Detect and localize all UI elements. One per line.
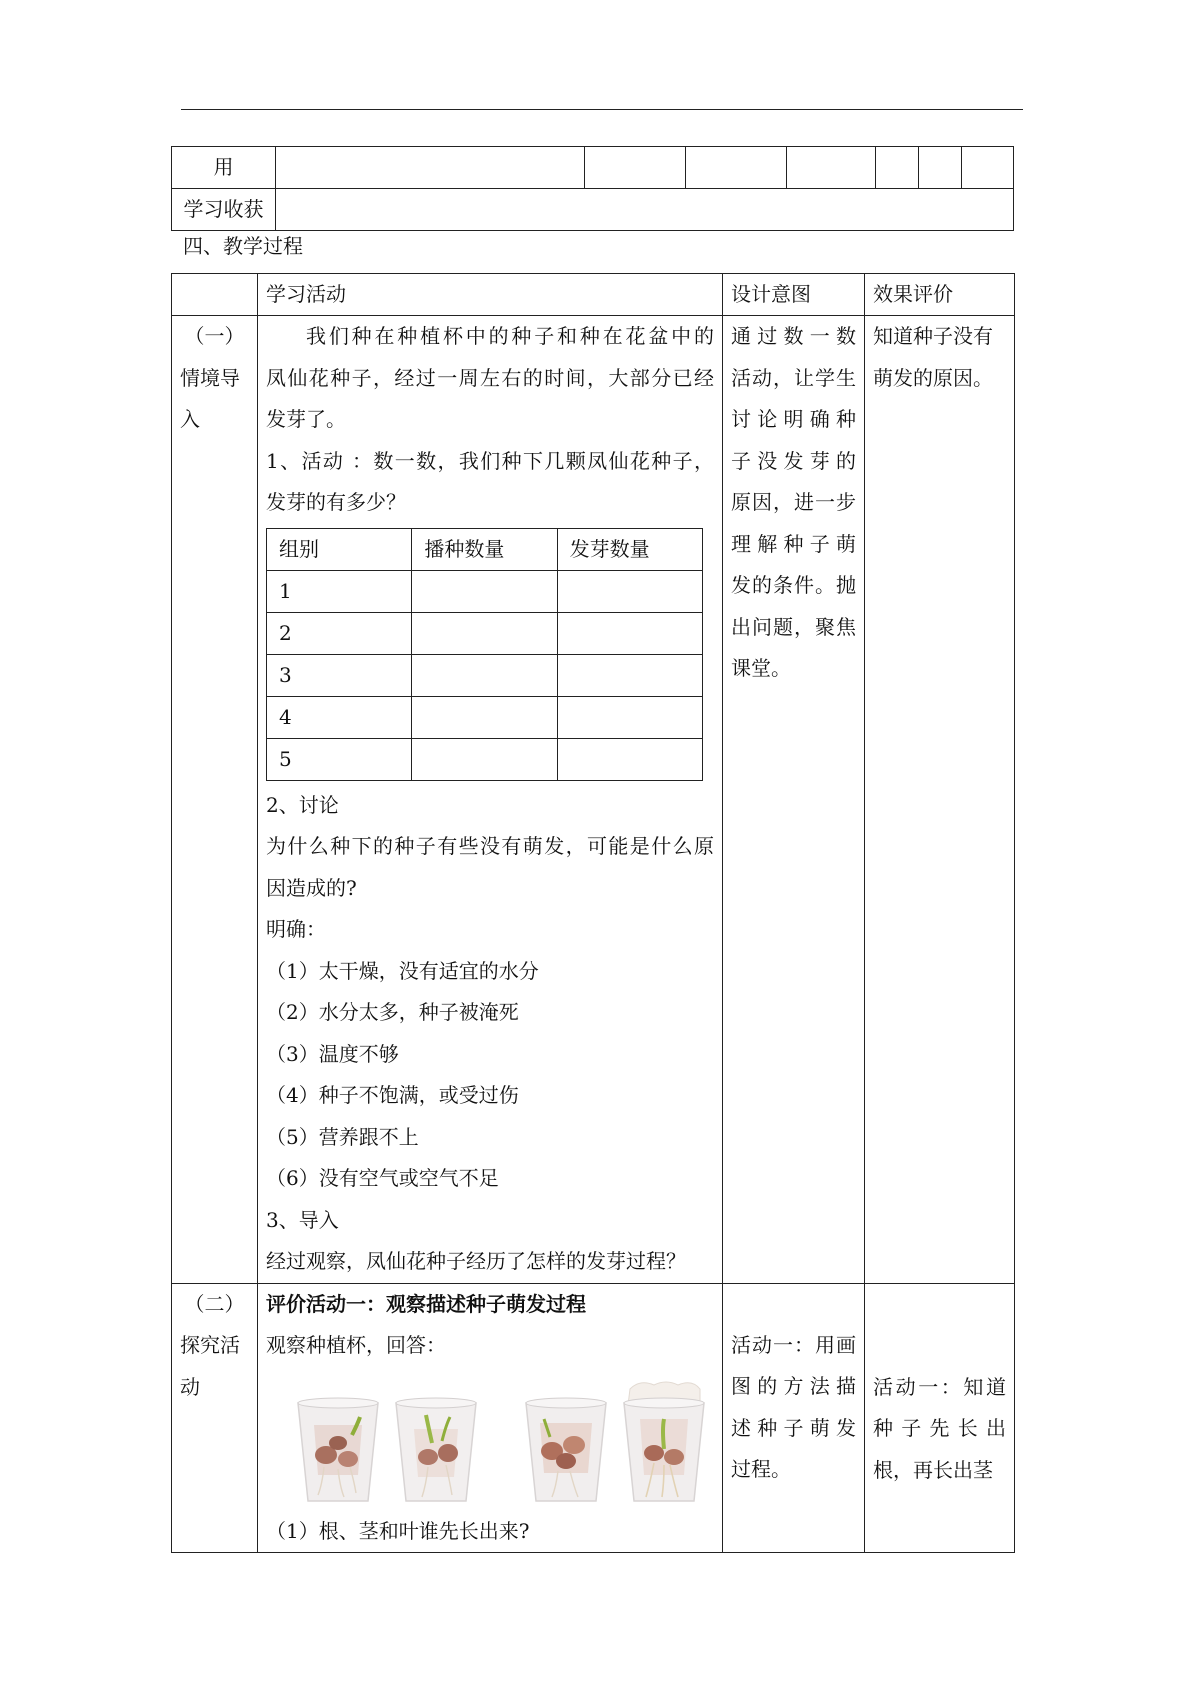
reason-item: （4）种子不饱满，或受过伤	[266, 1083, 519, 1107]
reason-item: （5）营养跟不上	[266, 1124, 419, 1149]
empty-cell	[412, 654, 557, 696]
empty-cell	[557, 738, 702, 780]
spacer	[731, 1284, 856, 1325]
empty-cell	[412, 612, 557, 654]
table-row	[267, 570, 703, 612]
discussion-title: 2、讨论	[266, 792, 339, 817]
stage-line: 入	[180, 407, 200, 431]
empty-cell	[919, 147, 962, 189]
intent-line: 图的方法描	[731, 1374, 856, 1398]
table-row-explore	[172, 1283, 1015, 1553]
evaluation-cell	[865, 316, 1015, 1284]
intent-line: 出问题，聚焦	[731, 614, 856, 639]
activity-title: 评价活动一：观察描述种子萌发过程	[266, 1291, 586, 1316]
intent-line: 述种子萌发	[731, 1415, 856, 1440]
intent-line: 原因，进一步	[731, 490, 856, 514]
header-intent: 设计意图	[723, 274, 865, 316]
group-number: 5	[267, 738, 412, 780]
stage-line: 动	[180, 1374, 200, 1399]
intent-line: 通过数一数	[731, 324, 856, 348]
activity-line: 1、活动 ：数一数，我们种下几颗凤仙花种子，	[266, 448, 714, 473]
empty-cell	[557, 654, 702, 696]
intent-line: 活动，让学生	[731, 365, 856, 390]
lead-title: 3、导入	[266, 1207, 339, 1232]
stage-line: （一）	[184, 324, 245, 348]
eval-line: 根，再长出茎	[873, 1457, 993, 1482]
empty-cell	[412, 738, 557, 780]
intro-line: 发芽了。	[266, 407, 346, 431]
seed-cups-photo	[266, 1367, 714, 1511]
group-number: 2	[267, 612, 412, 654]
table-row	[267, 738, 703, 780]
intent-line: 活动一：用画	[731, 1332, 856, 1357]
table-header-row	[172, 274, 1015, 316]
reason-item: （6）没有空气或空气不足	[266, 1166, 499, 1190]
cup-image	[392, 1395, 480, 1505]
empty-cell	[787, 147, 876, 189]
activity-cell	[258, 316, 723, 1284]
reason-item: （1）太干燥，没有适宜的水分	[266, 958, 539, 983]
intent-cell	[723, 1283, 865, 1553]
seed-table-header	[267, 528, 703, 570]
stage-cell	[172, 1283, 258, 1553]
stage-line: 情境导	[180, 365, 240, 390]
stage-line: 探究活	[180, 1333, 240, 1357]
intent-cell	[723, 316, 865, 1284]
activity-line: 发芽的有多少？	[266, 490, 406, 514]
header-sown: 播种数量	[412, 528, 557, 570]
header-rule	[181, 109, 1023, 110]
table-row	[267, 612, 703, 654]
header-empty	[172, 274, 258, 316]
eval-line: 萌发的原因。	[873, 365, 993, 390]
stage-line: （二）	[184, 1291, 245, 1316]
cup-image	[522, 1395, 610, 1505]
empty-cell	[412, 696, 557, 738]
activity-cell	[258, 1283, 723, 1553]
top-table	[171, 146, 1014, 231]
row-label-use: 用	[172, 147, 276, 189]
discussion-line: 因造成的?	[266, 875, 357, 900]
intent-line: 理解种子萌	[731, 531, 856, 556]
intent-line: 讨论明确种	[731, 407, 856, 431]
lead-text: 经过观察，凤仙花种子经历了怎样的发芽过程？	[266, 1249, 686, 1273]
empty-cell	[557, 696, 702, 738]
group-number: 3	[267, 654, 412, 696]
empty-cell	[412, 570, 557, 612]
reason-item: （2）水分太多，种子被淹死	[266, 1000, 519, 1024]
intent-line: 子没发芽的	[731, 448, 856, 473]
group-number: 4	[267, 696, 412, 738]
question-text: （1）根、茎和叶谁先长出来?	[266, 1518, 530, 1543]
observe-text: 观察种植杯，回答：	[266, 1333, 446, 1357]
cup-image	[294, 1395, 382, 1505]
spacer	[873, 1284, 1006, 1367]
eval-line: 知道种子没有	[873, 324, 993, 348]
header-group: 组别	[267, 528, 412, 570]
empty-cell	[276, 189, 1014, 231]
row-label-gain: 学习收获	[172, 189, 276, 231]
intent-line: 课堂。	[731, 656, 791, 680]
intent-line: 过程。	[731, 1457, 791, 1481]
empty-cell	[686, 147, 787, 189]
empty-cell	[585, 147, 686, 189]
empty-cell	[557, 570, 702, 612]
header-evaluation: 效果评价	[865, 274, 1015, 316]
clarify-label: 明确：	[266, 917, 326, 941]
stage-cell	[172, 316, 258, 1284]
empty-cell	[876, 147, 919, 189]
teaching-process-table	[171, 273, 1015, 1553]
eval-line: 活动一：知道	[873, 1374, 1006, 1399]
table-row	[267, 654, 703, 696]
table-row-intro	[172, 316, 1015, 1284]
intent-line: 发的条件。抛	[731, 573, 856, 597]
empty-cell	[961, 147, 1013, 189]
intro-line: 凤仙花种子，经过一周左右的时间，大部分已经	[266, 365, 714, 390]
reason-item: （3）温度不够	[266, 1041, 399, 1066]
eval-line: 种子先长出	[873, 1416, 1006, 1440]
section-title: 四、教学过程	[183, 234, 303, 258]
seed-count-table	[266, 528, 703, 781]
group-number: 1	[267, 570, 412, 612]
empty-cell	[557, 612, 702, 654]
empty-cell	[276, 147, 585, 189]
cup-image	[620, 1379, 708, 1505]
evaluation-cell	[865, 1283, 1015, 1553]
header-activity: 学习活动	[258, 274, 723, 316]
header-sprouted: 发芽数量	[557, 528, 702, 570]
discussion-line: 为什么种下的种子有些没有萌发，可能是什么原	[266, 834, 714, 858]
intro-line: 我们种在种植杯中的种子和种在花盆中的	[306, 324, 714, 348]
table-row	[267, 696, 703, 738]
